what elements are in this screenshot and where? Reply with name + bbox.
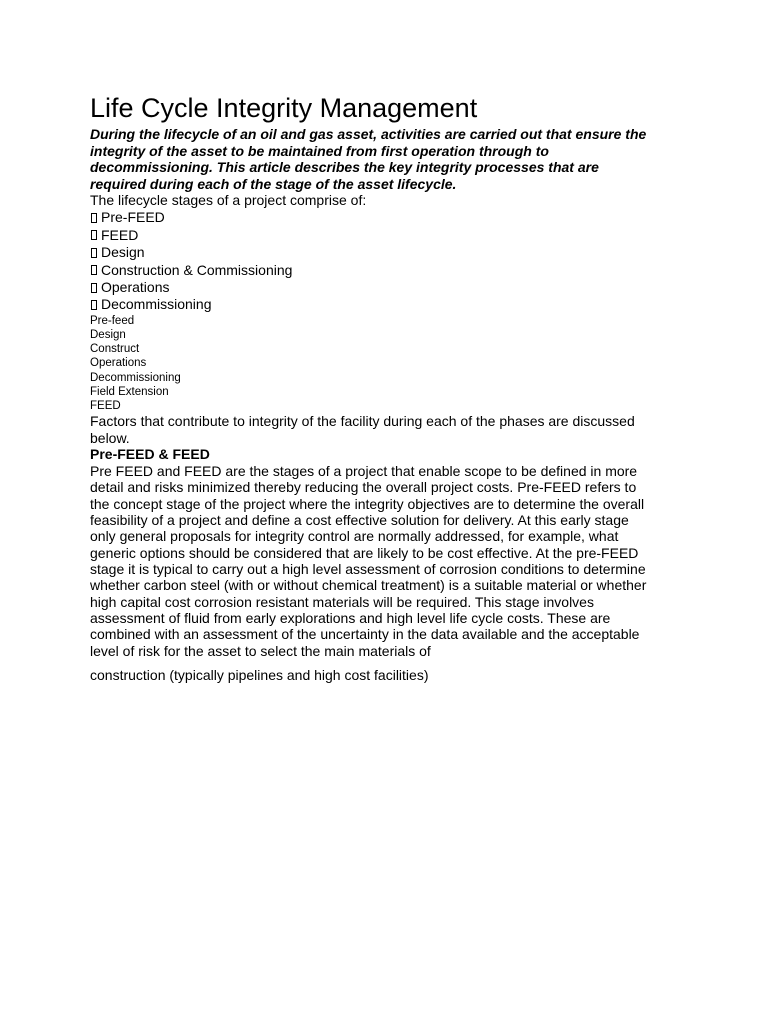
diagram-label: FEED	[90, 400, 121, 413]
list-item	[90, 262, 650, 279]
stage-label: Operations	[101, 279, 170, 295]
bullet-box-icon	[91, 300, 97, 310]
diagram-label: Pre-feed	[90, 314, 135, 327]
diagram-label: Field Extension	[90, 385, 169, 398]
diagram-label: Construct	[90, 343, 140, 356]
diagram-label: Decommissioning	[90, 371, 181, 384]
factors-paragraph: Factors that contribute to integrity of the facility during each of the phases are discussed below.	[90, 413, 635, 446]
list-item	[90, 244, 650, 261]
bullet-box-icon	[91, 265, 97, 275]
list-item	[90, 296, 650, 313]
lifecycle-stage-list	[90, 209, 650, 313]
bullet-box-icon	[91, 283, 97, 293]
stage-label: Pre-FEED	[101, 209, 165, 226]
section-body-paragraph: Pre FEED and FEED are the stages of a project that enable scope to be defined in more detail and risks minimized thereby reducing the overall project costs. Pre-FEED refers to the concept stage of the project where the integrity objectives are to determine the overall feasibility of a project and define a cost effective solution for delivery. At this early stage only general proposals for integrity control are normally addressed, for example, what generic options should be considered that are likely to be cost effective. At the pre-FEED stage it is typical to carry out a high level assessment of corrosion conditions to determine whether carbon steel (with or without chemical treatment) is a suitable material or whether high capital cost corrosion resistant materials will be required. This stage involves assessment of fluid from early explorations and high level life cycle costs. These are combined with an assessment of the uncertainty in the data available and the acceptable level of risk for the asset to select the main materials of	[90, 463, 647, 659]
bullet-box-icon	[91, 248, 97, 258]
lifecycle-diagram-labels	[90, 314, 650, 413]
lifecycle-intro-text: The lifecycle stages of a project comprise of:	[90, 192, 367, 209]
bullet-box-icon	[91, 230, 97, 240]
section-heading: Pre-FEED & FEED	[90, 446, 210, 463]
stage-label: Construction & Commissioning	[101, 261, 293, 278]
list-item	[90, 227, 650, 244]
page-title: Life Cycle Integrity Management	[90, 93, 478, 123]
stage-label: FEED	[101, 226, 139, 243]
list-item	[90, 209, 650, 226]
stage-label: Design	[101, 244, 145, 261]
list-item	[90, 279, 650, 296]
diagram-label: Operations	[90, 357, 147, 370]
bullet-box-icon	[91, 213, 97, 223]
abstract-text: During the lifecycle of an oil and gas asset, activities are carried out that ensure the integrity of the asset to be maintained from first operation through to decommissioning. This article describes the key integrity processes that are required during each of the stage of the asset lifecycle.	[90, 126, 647, 192]
stage-label: Decommissioning	[101, 296, 212, 313]
diagram-label: Design	[90, 329, 126, 342]
section-tail-text: construction (typically pipelines and high cost facilities)	[90, 667, 429, 684]
document-page	[90, 92, 650, 684]
